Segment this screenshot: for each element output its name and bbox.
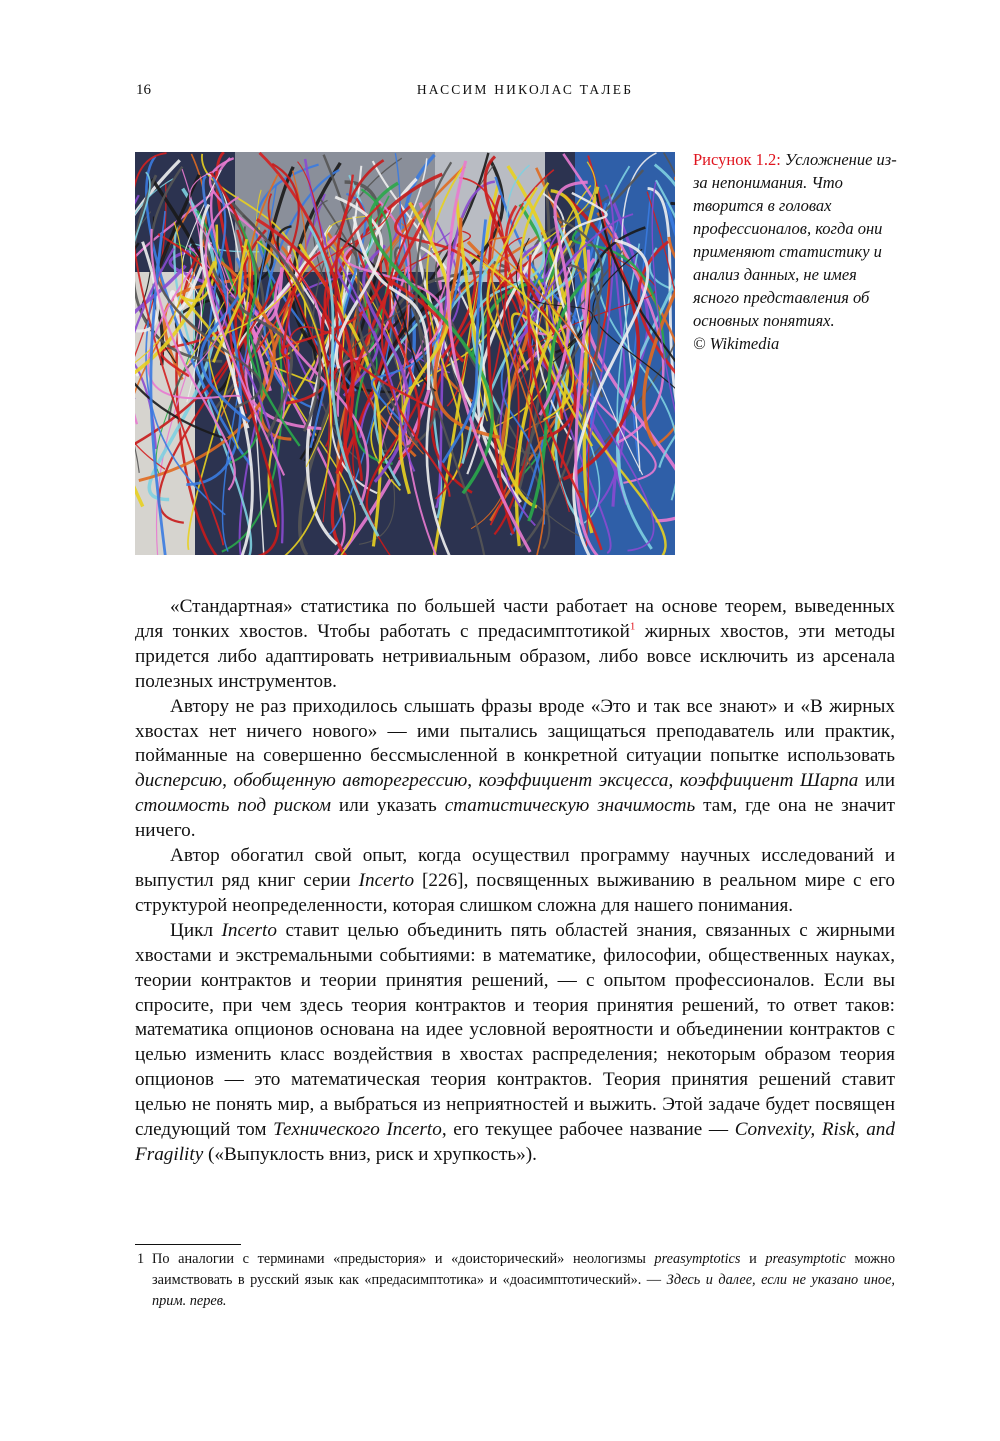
footnote-text <box>152 1249 895 1312</box>
cables-illustration <box>135 152 675 555</box>
italic-text: preasymptotic <box>765 1251 846 1267</box>
paragraph <box>135 844 895 919</box>
text-run: или указать <box>331 795 445 817</box>
text-run: «Стандартная» статистика по большей части работает на основе теорем, выведенных для тонких хвостов. Чтобы работать с предасимптотикой <box>135 596 895 642</box>
italic-text: коэффициент эксцесса <box>478 770 669 792</box>
italic-text: коэффициент Шарпа <box>679 770 859 792</box>
italic-text: статистическую значимость <box>444 795 696 817</box>
text-run: и <box>740 1251 766 1267</box>
paragraph <box>135 919 895 1168</box>
paragraph <box>135 695 895 844</box>
text-run: Цикл <box>170 919 222 941</box>
text-run: , <box>467 770 479 792</box>
figure-photo-tangled-cables <box>135 152 675 555</box>
text-run: ставит целью объединить пять областей знания, связанных с жирными хвостами и экстремальными событиями: в математике, философии, общественных науках, теории контрактов и теории принятия решений, — с опытом профессионалов. Если вы спросите, при чем здесь теория контрактов и теория принятия решений, то ответ таков: математика опционов основана на идее условной вероятности и объединении контрактов с целью изменить класс воздействия в хвостах распределения; некоторым образом теория опционов — это математическая теория контрактов. Теория принятия решений ставит целью не понять мир, а выбраться из неприятностей и выжить. Этой задаче будет посвящен следующий том <box>135 919 895 1141</box>
figure-caption-text: Усложнение из-за непонимания. Что творится в головах профессионалов, когда они применяют статистику и анализ данных, не имея ясного представления об основных понятиях. <box>693 150 897 330</box>
italic-text: стоимость под риском <box>135 795 331 817</box>
footnote <box>135 1249 895 1312</box>
paragraph <box>135 595 895 695</box>
italic-text: Incerto <box>221 919 277 941</box>
figure-credit: © Wikimedia <box>693 334 780 353</box>
italic-text: Convexity, Risk, and Fragility <box>135 1119 895 1165</box>
italic-text: Технического Incerto <box>273 1119 442 1141</box>
italic-text: Здесь и далее, если не указано иное, прим. перев. <box>152 1272 895 1309</box>
text-run: , его текущее рабочее название — <box>441 1119 735 1141</box>
italic-text: preasymptotics <box>654 1251 741 1267</box>
footnote-reference[interactable]: 1 <box>629 620 636 633</box>
text-run: там, где она не значит ничего. <box>135 795 896 842</box>
text-run: жирных хвостов, эти методы придется либо адаптировать нетривиальным образом, либо вовсе исключить из арсенала полезных инструментов. <box>135 620 895 692</box>
text-run: [226], посвященных выживанию в реальном мире с его структурой неопределенности, которая слишком сложна для нашего понимания. <box>135 869 896 916</box>
italic-text: Incerto <box>358 869 415 891</box>
running-title: НАССИМ НИКОЛАС ТАЛЕБ <box>416 82 634 97</box>
text-run: Автору не раз приходилось слышать фразы вроде «Это и так все знают» и «В жирных хвостах нет ничего нового» — ими пытались защищаться преподаватель или практик, пойманные на совершенно бессмысленной в конкретной ситуации попытке использовать <box>135 695 895 767</box>
page-number: 16 <box>136 82 151 98</box>
text-run: («Выпуклость вниз, риск и хрупкость»). <box>203 1143 537 1165</box>
text-run: По аналогии с терминами «предыстория» и «доисторический» неологизмы <box>152 1251 655 1267</box>
body-text <box>135 595 895 1168</box>
italic-text: дисперсию <box>135 770 223 792</box>
text-run: , <box>222 770 234 792</box>
text-run: можно заимствовать в русский язык как «предасимптотика» и «доасимптотический». — <box>152 1251 895 1288</box>
text-run: , <box>668 770 680 792</box>
figure-label: Рисунок 1.2: <box>693 150 781 169</box>
footnote-rule <box>135 1244 241 1245</box>
figure-caption <box>693 148 898 355</box>
text-run: или <box>858 770 896 792</box>
text-run: Автор обогатил свой опыт, когда осуществил программу научных исследований и выпустил ряд книг серии <box>135 845 895 891</box>
italic-text: обобщенную авторегрессию <box>233 770 468 792</box>
footnote-number: 1 <box>137 1251 145 1267</box>
